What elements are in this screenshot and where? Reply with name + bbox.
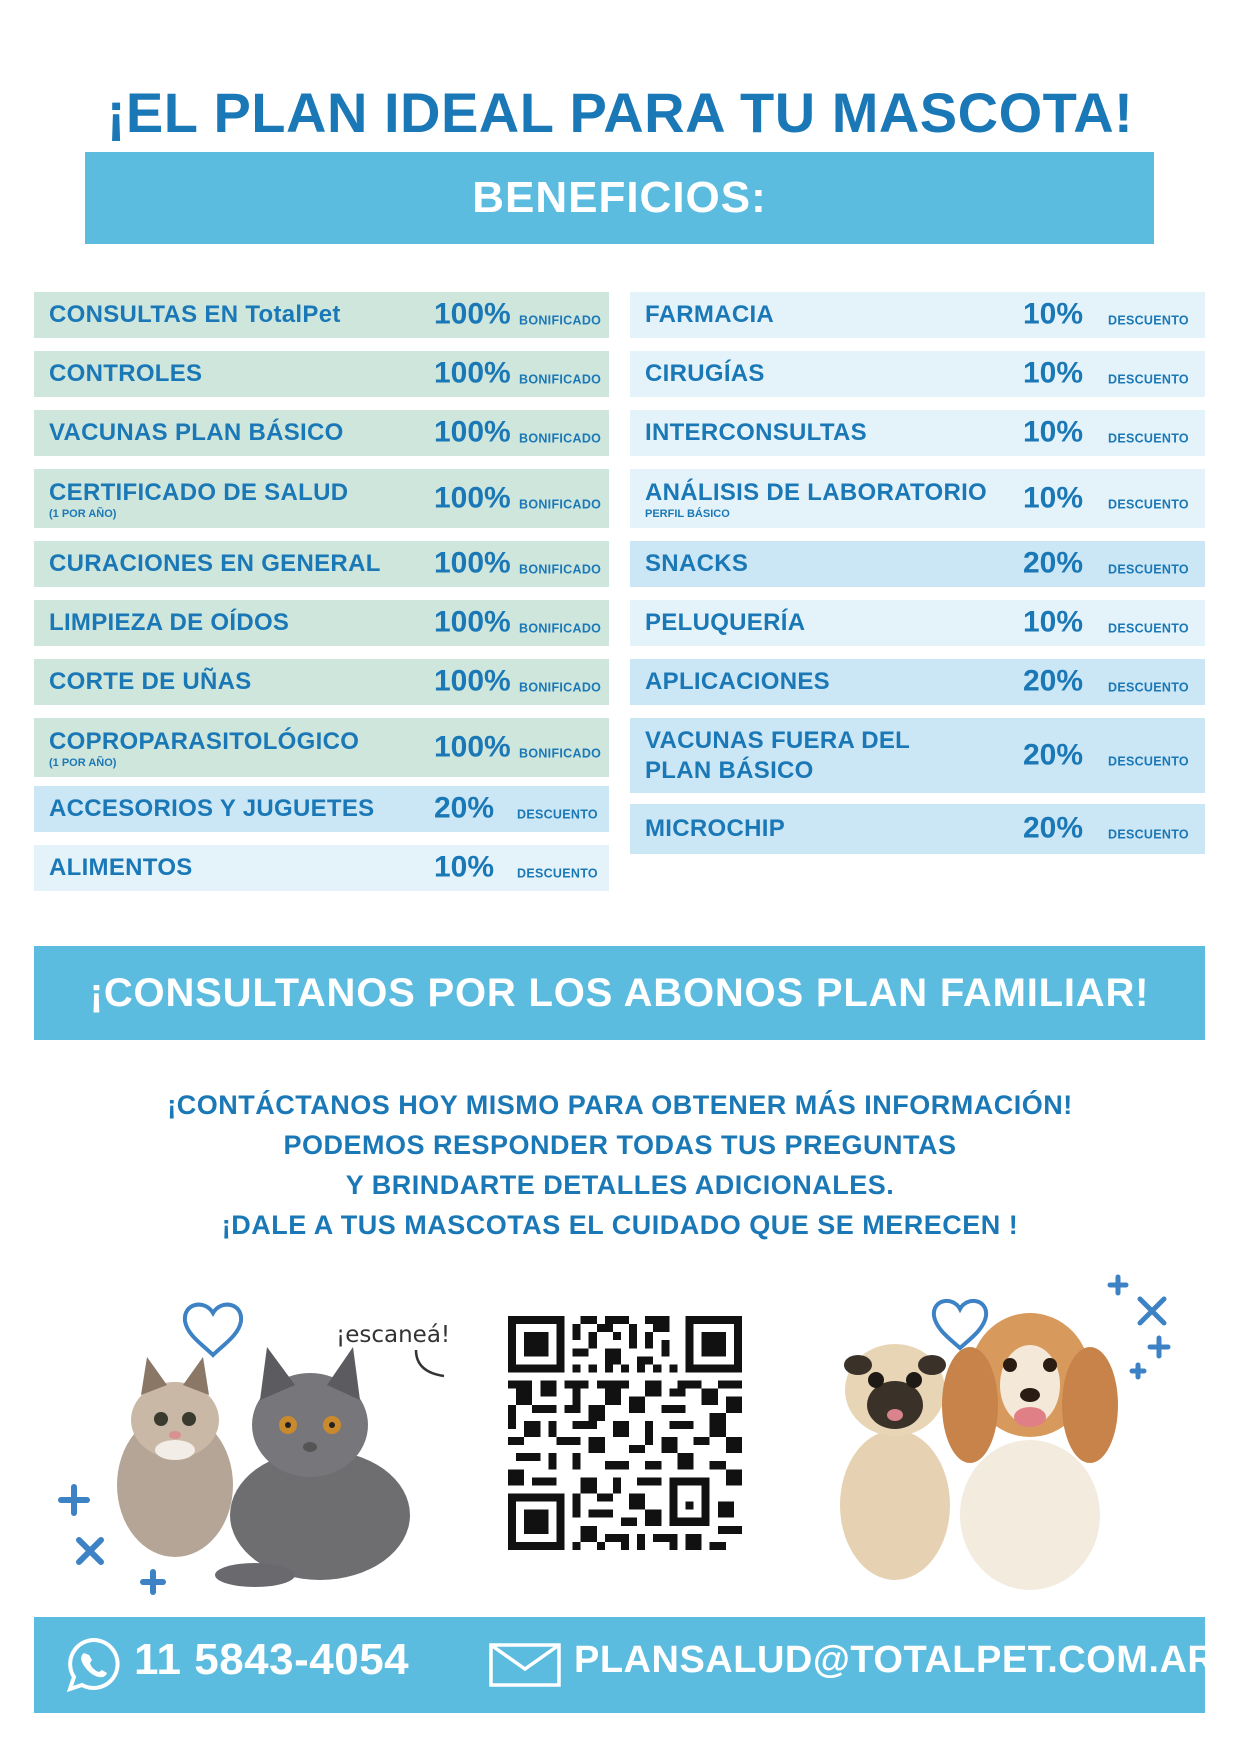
benefit-row bbox=[34, 786, 609, 832]
benefit-type: DESCUENTO bbox=[1108, 754, 1189, 769]
spaniel-image bbox=[942, 1313, 1118, 1590]
benefit-percent: 20% bbox=[1023, 664, 1084, 698]
benefit-sublabel: (1 POR AÑO) bbox=[49, 756, 117, 769]
benefit-label: CERTIFICADO DE SALUD bbox=[49, 478, 349, 506]
pointer-arrow-icon bbox=[410, 1346, 450, 1380]
benefit-label: APLICACIONES bbox=[645, 668, 830, 695]
benefit-type: DESCUENTO bbox=[517, 866, 598, 881]
scan-label: ¡escaneá! bbox=[336, 1322, 451, 1348]
benefit-type: BONIFICADO bbox=[519, 313, 602, 328]
benefit-percent: 20% bbox=[1023, 811, 1084, 845]
benefit-row bbox=[34, 600, 609, 646]
benefit-type: BONIFICADO bbox=[519, 746, 602, 761]
family-plan-text: ¡CONSULTANOS POR LOS ABONOS PLAN FAMILIAR! bbox=[89, 970, 1150, 1015]
benefit-row bbox=[630, 541, 1205, 587]
benefit-row bbox=[34, 541, 609, 587]
benefit-percent: 100% bbox=[434, 729, 511, 763]
benefit-label: SNACKS bbox=[645, 550, 749, 577]
benefit-percent: 100% bbox=[434, 605, 511, 639]
benefit-label: ANÁLISIS DE LABORATORIO bbox=[645, 478, 988, 506]
benefit-label: ACCESORIOS Y JUGUETES bbox=[49, 795, 375, 822]
benefits-heading: BENEFICIOS: bbox=[472, 173, 767, 222]
contact-line: ¡CONTÁCTANOS HOY MISMO PARA OBTENER MÁS INFORMACIÓN! bbox=[167, 1090, 1073, 1120]
benefit-type: DESCUENTO bbox=[1108, 621, 1189, 636]
benefit-label: CURACIONES EN GENERAL bbox=[49, 550, 381, 577]
benefit-percent: 100% bbox=[434, 356, 511, 390]
benefit-type: BONIFICADO bbox=[519, 562, 602, 577]
benefit-type: BONIFICADO bbox=[519, 372, 602, 387]
benefit-row bbox=[630, 804, 1205, 854]
contact-line: Y BRINDARTE DETALLES ADICIONALES. bbox=[345, 1170, 895, 1200]
benefit-percent: 100% bbox=[434, 480, 511, 514]
pug-image bbox=[840, 1344, 950, 1580]
qr-code[interactable] bbox=[508, 1316, 742, 1550]
benefit-type: BONIFICADO bbox=[519, 680, 602, 695]
benefit-label: CONTROLES bbox=[49, 360, 203, 387]
benefit-percent: 100% bbox=[434, 297, 511, 331]
benefit-row bbox=[630, 600, 1205, 646]
benefit-label: INTERCONSULTAS bbox=[645, 419, 867, 446]
benefit-row bbox=[630, 351, 1205, 397]
benefit-type: BONIFICADO bbox=[519, 497, 602, 512]
page-title: ¡EL PLAN IDEAL PARA TU MASCOTA! bbox=[106, 81, 1134, 144]
benefit-percent: 10% bbox=[1023, 297, 1084, 331]
benefit-label: VACUNAS PLAN BÁSICO bbox=[49, 419, 344, 446]
benefit-percent: 10% bbox=[1023, 480, 1084, 514]
benefit-label: PELUQUERÍA bbox=[645, 609, 806, 636]
benefit-percent: 20% bbox=[434, 791, 495, 825]
contact-message bbox=[0, 1085, 1240, 1245]
dogs-illustration bbox=[820, 1265, 1180, 1595]
benefit-type: DESCUENTO bbox=[1108, 431, 1189, 446]
benefit-label: COPROPARASITOLÓGICO bbox=[49, 727, 360, 755]
heart-icon bbox=[185, 1305, 241, 1355]
benefit-label: LIMPIEZA DE OÍDOS bbox=[49, 609, 290, 636]
benefit-label-line2: PLAN BÁSICO bbox=[645, 756, 814, 784]
benefit-row bbox=[34, 469, 609, 528]
benefit-type: DESCUENTO bbox=[1108, 372, 1189, 387]
benefit-row bbox=[34, 718, 609, 777]
benefit-percent: 20% bbox=[1023, 546, 1084, 580]
benefit-percent: 10% bbox=[434, 850, 495, 884]
benefit-label: CORTE DE UÑAS bbox=[49, 668, 252, 695]
benefit-percent: 10% bbox=[1023, 605, 1084, 639]
benefit-percent: 100% bbox=[434, 415, 511, 449]
benefit-row bbox=[630, 659, 1205, 705]
benefit-label: ALIMENTOS bbox=[49, 854, 193, 881]
benefit-label: CIRUGÍAS bbox=[645, 360, 765, 387]
benefit-type: BONIFICADO bbox=[519, 431, 602, 446]
benefit-type: DESCUENTO bbox=[1108, 313, 1189, 328]
benefit-row bbox=[34, 410, 609, 456]
benefit-label: FARMACIA bbox=[645, 301, 775, 328]
benefit-row bbox=[630, 292, 1205, 338]
benefit-label: CONSULTAS EN TotalPet bbox=[49, 301, 341, 328]
contact-line: PODEMOS RESPONDER TODAS TUS PREGUNTAS bbox=[283, 1130, 957, 1160]
benefit-type: BONIFICADO bbox=[519, 621, 602, 636]
benefit-row bbox=[34, 292, 609, 338]
benefit-percent: 20% bbox=[1023, 737, 1084, 771]
contact-footer bbox=[34, 1617, 1216, 1713]
benefit-row bbox=[34, 351, 609, 397]
family-plan-banner bbox=[34, 946, 1205, 1040]
grey-cat-image bbox=[215, 1347, 410, 1587]
benefit-label: MICROCHIP bbox=[645, 815, 786, 842]
heart-icon bbox=[934, 1301, 986, 1348]
benefit-row bbox=[630, 410, 1205, 456]
benefit-type: DESCUENTO bbox=[1108, 562, 1189, 577]
benefit-row bbox=[630, 718, 1205, 793]
kitten-image bbox=[117, 1357, 233, 1557]
benefit-type: DESCUENTO bbox=[1108, 827, 1189, 842]
benefit-row bbox=[34, 659, 609, 705]
benefit-type: DESCUENTO bbox=[1108, 680, 1189, 695]
benefits-banner bbox=[85, 152, 1154, 244]
benefit-type: DESCUENTO bbox=[1108, 497, 1189, 512]
phone-number[interactable]: 11 5843-4054 bbox=[134, 1635, 410, 1684]
benefit-sublabel: (1 POR AÑO) bbox=[49, 507, 117, 520]
plus-decoration-icon bbox=[1110, 1277, 1168, 1377]
envelope-icon bbox=[489, 1643, 561, 1687]
benefit-row bbox=[34, 845, 609, 891]
benefit-label: VACUNAS FUERA DEL bbox=[645, 726, 911, 754]
benefit-percent: 100% bbox=[434, 664, 511, 698]
benefit-percent: 10% bbox=[1023, 415, 1084, 449]
benefit-percent: 100% bbox=[434, 546, 511, 580]
benefit-type: DESCUENTO bbox=[517, 807, 598, 822]
whatsapp-icon bbox=[64, 1635, 122, 1693]
benefit-sublabel: PERFIL BÁSICO bbox=[645, 507, 730, 520]
benefit-percent: 10% bbox=[1023, 356, 1084, 390]
email-address[interactable]: PLANSALUD@TOTALPET.COM.AR bbox=[574, 1639, 1216, 1681]
contact-line: ¡DALE A TUS MASCOTAS EL CUIDADO QUE SE MERECEN ! bbox=[221, 1210, 1019, 1240]
benefit-row bbox=[630, 469, 1205, 528]
